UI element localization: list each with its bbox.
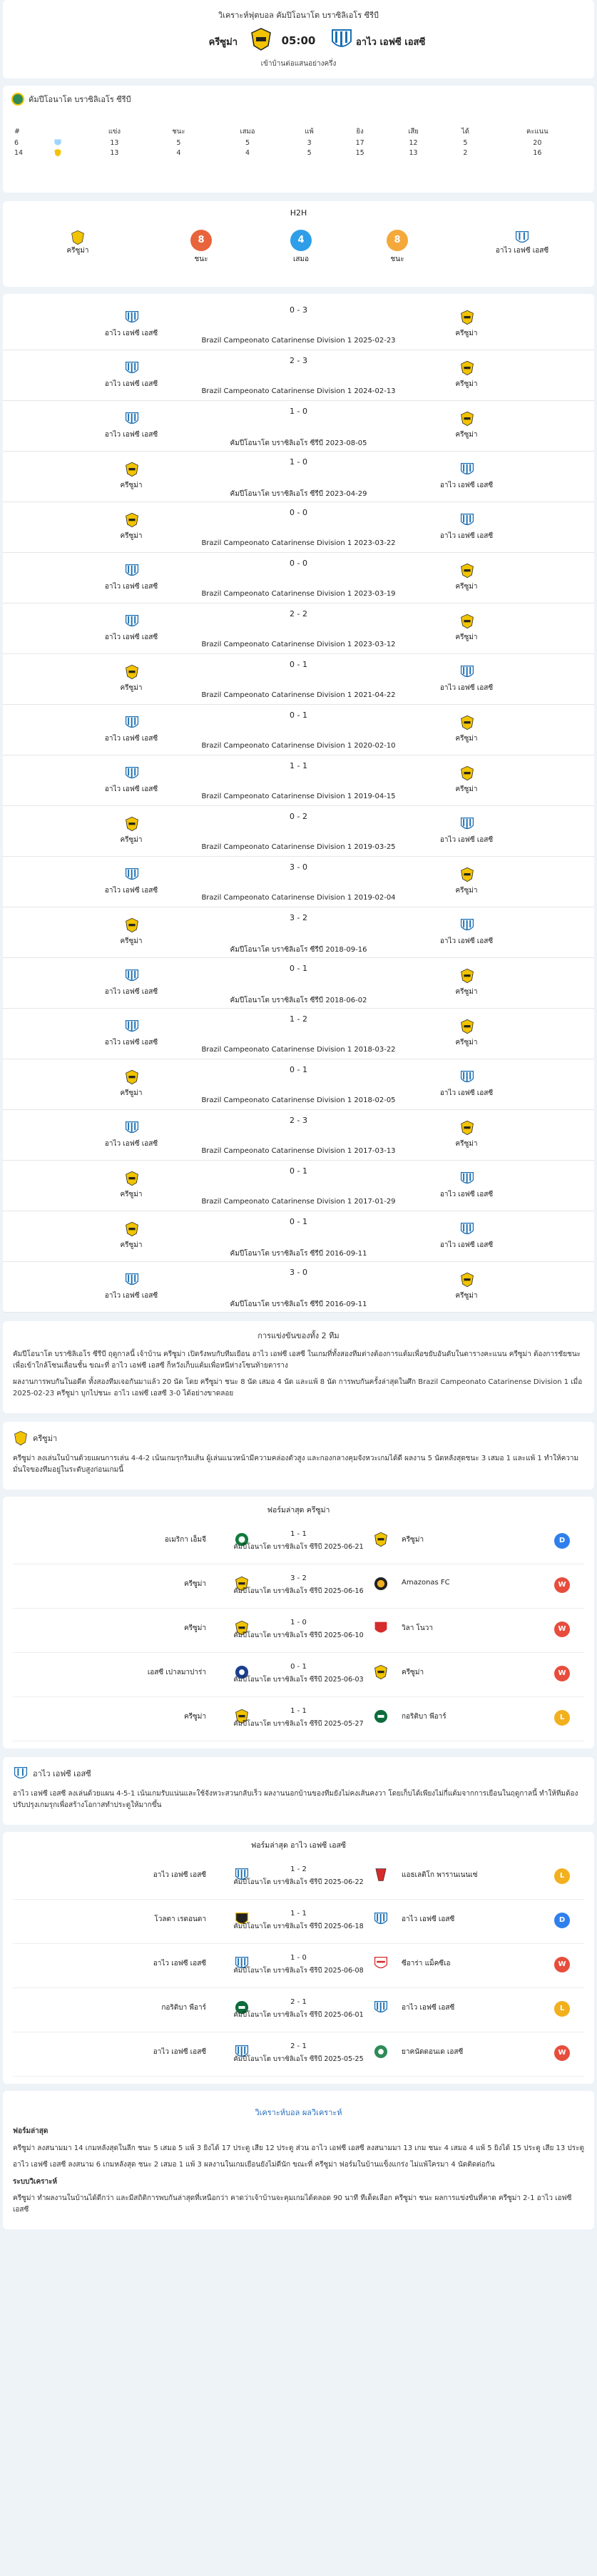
home-team-desc: ครีซูม่า ลงเล่นในบ้านด้วยแผนการเล่น 4-4-2 เน้นเกมรุกริมเส้น ผู้เล่นแนวหน้ามีความคล่องตัวสูง และกองกลางคุมจังหวะเกมได้ดี ผลงาน 5 นัดหลังสุดชนะ 3 เสมอ 1 และแพ้ 1 ทำให้ความมั่นใจของทีมอยู่ในระดับสูงก่อนเกมนี้ bbox=[13, 1455, 579, 1474]
match-row[interactable] bbox=[3, 1059, 594, 1110]
away-wins-label: ชนะ bbox=[390, 255, 404, 263]
h2h-match-list bbox=[3, 294, 594, 1313]
col-header: แพ้ bbox=[305, 128, 314, 136]
away-team-name[interactable]: ครีซูม่า bbox=[455, 1292, 478, 1300]
match-score: 1 - 0 bbox=[290, 457, 307, 467]
away-team-name[interactable]: ซีอาร่า แม็คซีเอ bbox=[402, 1960, 451, 1968]
match-score: 0 - 1 bbox=[290, 1166, 307, 1176]
match-score: 1 - 2 bbox=[290, 1865, 307, 1874]
criciuma-crest-icon bbox=[459, 1019, 475, 1034]
avai-crest-icon bbox=[373, 1911, 389, 1927]
avai-crest-icon bbox=[459, 512, 475, 528]
match-competition: Brazil Campeonato Catarinense Division 1 2020-02-10 bbox=[201, 742, 396, 750]
away-team-name[interactable]: ครีซูม่า bbox=[402, 1536, 424, 1544]
away-team-name[interactable]: อาไว เอฟซี เอสซี bbox=[402, 1915, 455, 1924]
away-team-name[interactable]: ครีซูม่า bbox=[455, 380, 478, 388]
criciuma-crest-icon bbox=[459, 1272, 475, 1288]
match-competition: คัมปีโอนาโต บราซิลิเอโร ซีรีบี 2016-09-11 bbox=[230, 1250, 367, 1258]
away-team-name[interactable]: อาไว เอฟซี เอสซี bbox=[402, 2004, 455, 2012]
match-competition: คัมปีโอนาโต บราซิลิเอโร ซีรีบี 2025-06-10 bbox=[233, 1631, 364, 1640]
match-score: 1 - 1 bbox=[290, 761, 307, 770]
home-team-name[interactable]: อาไว เอฟซี เอสซี bbox=[104, 988, 158, 996]
match-score: 0 - 1 bbox=[290, 660, 307, 669]
match-score: 3 - 2 bbox=[290, 913, 307, 922]
match-competition: Brazil Campeonato Catarinense Division 1 2024-02-13 bbox=[201, 387, 396, 395]
away-team-name[interactable]: อาไว เอฟซี เอสซี bbox=[439, 1089, 494, 1097]
away-team-name[interactable]: Amazonas FC bbox=[402, 1579, 450, 1587]
match-row[interactable] bbox=[3, 1161, 594, 1211]
match-row[interactable] bbox=[3, 604, 594, 654]
home-team-name[interactable]: อาไว เอฟซี เอสซี bbox=[153, 1960, 206, 1968]
match-competition: คัมปีโอนาโต บราซิลิเอโร ซีรีบี 2025-06-18 bbox=[233, 1923, 364, 1931]
form-row[interactable] bbox=[13, 1988, 584, 2032]
away-team-name[interactable]: ครีซูม่า bbox=[455, 330, 478, 337]
col-header: เสมอ bbox=[240, 128, 255, 136]
home-team-name[interactable]: อเมริกา เอ็มจี bbox=[164, 1536, 206, 1544]
form-row[interactable] bbox=[13, 1900, 584, 1944]
match-competition: Brazil Campeonato Catarinense Division 1 2018-03-22 bbox=[201, 1046, 396, 1054]
home-team-name[interactable]: อาไว เอฟซี เอสซี bbox=[104, 887, 158, 895]
match-competition: Brazil Campeonato Catarinense Division 1 2025-02-23 bbox=[201, 337, 396, 345]
h2h-away-name: อาไว เอฟซี เอสซี bbox=[495, 247, 549, 255]
away-team-name[interactable]: ครีซูม่า bbox=[455, 988, 478, 996]
match-competition: คัมปีโอนาโต บราซิลิเอโร ซีรีบี 2025-06-16 bbox=[233, 1587, 364, 1596]
home-team-section bbox=[3, 1422, 594, 1490]
away-team-name[interactable]: อาไว เอฟซี เอสซี bbox=[439, 532, 494, 540]
home-team-name[interactable]: ครีซูม่า bbox=[183, 1624, 206, 1633]
col-header bbox=[33, 126, 83, 138]
home-team-name[interactable]: อาไว เอฟซี เอสซี bbox=[104, 633, 158, 641]
home-team-name[interactable]: โวลตา เรดอนดา bbox=[154, 1915, 206, 1924]
team-crest-icon bbox=[373, 1955, 389, 1971]
recent-text: ครีซูม่า ลงสนามมา 14 เกมหลังสุดในลีก ชนะ 5 เสมอ 5 แพ้ 3 ยิงได้ 17 ประตู เสีย 12 ประตู ส่วน อาไว เอฟซี เอสซี ลงสนามมา 13 เกม ชนะ 4 เสมอ 4 แพ้ 5 ยิงได้ 15 ประตู เสีย 13 ประตู bbox=[13, 2144, 584, 2152]
match-competition: คัมปีโอนาโต บราซิลิเอโร ซีรีบี 2025-06-22 bbox=[233, 1878, 364, 1887]
home-team-name[interactable]: อาไว เอฟซี เอสซี bbox=[153, 2048, 206, 2057]
away-team-name[interactable]: ครีซูม่า bbox=[455, 887, 478, 895]
home-team-name[interactable]: ครีซูม่า bbox=[120, 1241, 143, 1249]
standings-title: คัมปีโอนาโต บราซิลิเอโร ซีรีบี bbox=[29, 95, 131, 104]
col-header: ชนะ bbox=[172, 128, 185, 136]
match-row[interactable] bbox=[3, 1009, 594, 1059]
match-score: 1 - 0 bbox=[290, 407, 307, 416]
league-title: วิเคราะห์ฟุตบอล คัมปิโอนาโต บราซิลิเอโร ซีรีบี bbox=[218, 11, 379, 20]
home-form-card bbox=[3, 1497, 594, 1748]
result-badge: D bbox=[554, 1913, 570, 1928]
home-team-name[interactable]: อาไว เอฟซี เอสซี bbox=[104, 330, 158, 337]
away-team-name[interactable]: อาไว เอฟซี เอสซี bbox=[439, 1191, 494, 1198]
criciuma-crest-icon bbox=[459, 614, 475, 629]
away-team-name[interactable]: อาไว เอฟซี เอสซี bbox=[356, 37, 426, 48]
match-score: 2 - 3 bbox=[290, 1116, 307, 1125]
home-team-name[interactable]: ครีซูม่า bbox=[120, 937, 143, 945]
result-badge: W bbox=[554, 2045, 570, 2061]
match-score: 1 - 1 bbox=[290, 1910, 307, 1918]
criciuma-crest-icon bbox=[459, 310, 475, 325]
h2h-away[interactable] bbox=[479, 230, 565, 256]
criciuma-crest-icon bbox=[459, 1120, 475, 1136]
h2h-home-wins bbox=[158, 230, 244, 265]
home-team-name[interactable]: ครีซูม่า bbox=[120, 836, 143, 844]
match-row[interactable] bbox=[3, 401, 594, 452]
form-row[interactable] bbox=[13, 1609, 584, 1653]
away-team-name[interactable]: ครีซูม่า bbox=[402, 1669, 424, 1677]
result-badge: D bbox=[554, 1533, 570, 1549]
criciuma-crest-icon bbox=[459, 968, 475, 984]
away-form-card bbox=[3, 1832, 594, 2084]
result-badge: L bbox=[554, 1710, 570, 1726]
criciuma-crest-icon bbox=[459, 563, 475, 579]
match-row[interactable] bbox=[3, 958, 594, 1009]
table-row: 14 13 4 4 5 15 13 2 16 bbox=[14, 148, 542, 157]
match-competition: คัมปีโอนาโต บราซิลิเอโร ซีรีบี 2025-06-08 bbox=[233, 1967, 364, 1975]
home-team-name[interactable]: ครีซูม่า bbox=[120, 482, 143, 489]
match-competition: Brazil Campeonato Catarinense Division 1 2017-01-29 bbox=[201, 1198, 396, 1206]
col-header: แข่ง bbox=[108, 128, 121, 136]
away-team-name[interactable]: อาไว เอฟซี เอสซี bbox=[439, 482, 494, 489]
match-score: 0 - 3 bbox=[290, 305, 307, 315]
home-team-name[interactable]: อาไว เอฟซี เอสซี bbox=[104, 583, 158, 591]
summary-title: ระบบวิเคราะห์ bbox=[13, 2177, 58, 2186]
analysis-paragraph: ผลงานการพบกันในอดีต ทั้งสองทีมเจอกันมาแล้ว 20 นัด โดย ครีซูม่า ชนะ 8 นัด เสมอ 4 นัด และแพ้ 8 นัด การพบกันครั้งล่าสุดในศึก Brazil Campeonato Catarinense Division 1 เมื่อ 2025-02-23 ครีซูม่า บุกไปชนะ อาไว เอฟซี เอสซี 3-0 ได้อย่างขาดลอย bbox=[13, 1378, 583, 1398]
criciuma-crest-icon bbox=[459, 411, 475, 427]
form-row[interactable] bbox=[13, 1564, 584, 1609]
home-team-name[interactable]: ครีซูม่า bbox=[120, 1089, 143, 1097]
match-score: 1 - 0 bbox=[290, 1954, 307, 1962]
team-crest-icon bbox=[373, 1576, 389, 1592]
match-score: 2 - 2 bbox=[290, 609, 307, 618]
kickoff-time: 05:00 bbox=[281, 34, 316, 47]
avai-crest-icon bbox=[459, 816, 475, 832]
col-header: ยิง bbox=[356, 128, 364, 136]
away-team-name[interactable]: ครีซูม่า bbox=[455, 583, 478, 591]
criciuma-crest-icon bbox=[13, 1430, 29, 1446]
match-competition: Brazil Campeonato Catarinense Division 1 2021-04-22 bbox=[201, 691, 396, 699]
match-competition: คัมปีโอนาโต บราซิลิเอโร ซีรีบี 2016-09-11 bbox=[230, 1300, 367, 1308]
h2h-draws bbox=[258, 230, 344, 265]
match-row[interactable] bbox=[3, 857, 594, 907]
prediction-link[interactable]: วิเคราะห์บอล ผลวิเคราะห์ bbox=[255, 2108, 342, 2118]
avai-crest-icon bbox=[459, 1069, 475, 1085]
away-team-name[interactable]: ยาคนัดดอนเด เอสซี bbox=[402, 2048, 464, 2057]
match-score: 3 - 0 bbox=[290, 862, 307, 872]
form-row[interactable] bbox=[13, 1653, 584, 1697]
col-header: คะแนน bbox=[526, 128, 548, 136]
table-row: 6 13 5 5 3 17 12 5 20 bbox=[14, 138, 542, 147]
home-team-name[interactable]: ครีซูม่า bbox=[120, 532, 143, 540]
away-wins-count: 8 bbox=[387, 230, 408, 251]
match-row[interactable] bbox=[3, 350, 594, 401]
match-score: 0 - 0 bbox=[290, 559, 307, 568]
analysis-paragraph: คัมปีโอนาโต บราซิลิเอโร ซีรีบี ฤดูกาลนี้ เจ้าบ้าน ครีซูม่า เปิดรังพบกับทีมเยือน อาไว เอฟซี เอสซี ในเกมที่ทั้งสองทีมต่างต้องการแต้มเพื่อขยับอันดับในตารางคะแนน ครีซูม่า ต้องการชัยชนะเพื่อเข้าใกล้โซนเลื่อนชั้น ขณะที่ อาไว เอฟซี เอสซี ก็หวังเก็บแต้มเพื่อหนีห่างโซนท้ายตาราง bbox=[13, 1350, 581, 1370]
h2h-title: H2H bbox=[290, 208, 307, 218]
home-team-name[interactable]: อาไว เอฟซี เอสซี bbox=[153, 1871, 206, 1880]
avai-crest-icon bbox=[459, 462, 475, 477]
avai-crest-icon bbox=[13, 1766, 29, 1781]
home-team-name[interactable]: เอสซี เปาลมาปาร่า bbox=[147, 1669, 206, 1677]
match-score: 0 - 1 bbox=[290, 711, 307, 720]
home-team-name[interactable]: อาไว เอฟซี เอสซี bbox=[104, 735, 158, 743]
h2h-summary bbox=[3, 201, 594, 287]
away-team-name[interactable]: อาไว เอฟซี เอสซี bbox=[439, 836, 494, 844]
match-score: 1 - 1 bbox=[290, 1530, 307, 1539]
match-row[interactable] bbox=[3, 907, 594, 958]
away-team-desc: อาไว เอฟซี เอสซี ลงเล่นด้วยแผน 4-5-1 เน้นเกมรับแน่นและใช้จังหวะสวนกลับเร็ว ผลงานนอกบ้านของทีมยังไม่คงเส้นคงวา โดยเก็บได้เพียงไม่กี่แต้มจากการเยือนในฤดูกาลนี้ ทำให้ทีมต้องปรับปรุงเกมรุกเพื่อสร้างโอกาสทำประตูให้มากขึ้น bbox=[13, 1790, 578, 1809]
match-score: 2 - 1 bbox=[290, 2042, 307, 2051]
col-header: เสีย bbox=[408, 128, 419, 136]
criciuma-crest-icon bbox=[70, 230, 86, 245]
match-row[interactable] bbox=[3, 654, 594, 705]
away-team-name[interactable]: อาไว เอฟซี เอสซี bbox=[439, 684, 494, 692]
h2h-home-name: ครีซูม่า bbox=[66, 247, 89, 255]
criciuma-crest-icon bbox=[459, 765, 475, 781]
match-competition: Brazil Campeonato Catarinense Division 1 2023-03-22 bbox=[201, 539, 396, 547]
match-row[interactable] bbox=[3, 806, 594, 857]
away-team-name[interactable]: ครีซูม่า bbox=[455, 431, 478, 439]
match-competition: คัมปีโอนาโต บราซิลิเอโร ซีรีบี 2023-08-05 bbox=[230, 439, 367, 447]
summary-text: ครีซูม่า ทำผลงานในบ้านได้ดีกว่า และมีสถิติการพบกันล่าสุดที่เหนือกว่า คาดว่าเจ้าบ้านจะคุมเกมได้ตลอด 90 นาที ทีเด็ดเลือก ครีซูม่า ชนะ ผลการแข่งขันที่คาด ครีซูม่า 2-1 อาไว เอฟซี เอสซี bbox=[13, 2194, 572, 2214]
result-badge: L bbox=[554, 1868, 570, 1884]
criciuma-crest-icon bbox=[33, 148, 83, 158]
match-row[interactable] bbox=[3, 755, 594, 806]
result-badge: W bbox=[554, 1666, 570, 1681]
result-badge: L bbox=[554, 2001, 570, 2017]
match-competition: คัมปีโอนาโต บราซิลิเอโร ซีรีบี 2023-04-29 bbox=[230, 490, 367, 498]
away-team-title: อาไว เอฟซี เอสซี bbox=[33, 1768, 91, 1778]
criciuma-crest-icon bbox=[459, 867, 475, 882]
match-row[interactable] bbox=[3, 502, 594, 553]
league-logo-icon bbox=[11, 93, 24, 106]
match-score: 1 - 0 bbox=[290, 1619, 307, 1627]
result-badge: W bbox=[554, 1577, 570, 1593]
home-team-name[interactable]: กอริติบา พีอาร์ bbox=[161, 2004, 206, 2012]
match-score: 0 - 1 bbox=[290, 1663, 307, 1671]
match-competition: คัมปีโอนาโต บราซิลิเอโร ซีรีบี 2025-05-27 bbox=[233, 1720, 364, 1729]
home-team-name[interactable]: ครีซูม่า bbox=[183, 1713, 206, 1721]
match-competition: Brazil Campeonato Catarinense Division 1 2019-02-04 bbox=[201, 894, 396, 902]
match-score: 0 - 0 bbox=[290, 508, 307, 517]
avai-crest-icon bbox=[330, 27, 354, 51]
criciuma-crest-icon bbox=[459, 715, 475, 730]
form-row[interactable] bbox=[13, 2032, 584, 2077]
away-team-name[interactable]: ครีซูม่า bbox=[455, 1039, 478, 1047]
match-row[interactable] bbox=[3, 452, 594, 502]
home-team-name[interactable]: ครีซูม่า bbox=[120, 1191, 143, 1198]
avai-crest-icon bbox=[514, 230, 530, 245]
match-score: 2 - 1 bbox=[290, 1998, 307, 2007]
match-score: 0 - 1 bbox=[290, 964, 307, 973]
match-competition: คัมปีโอนาโต บราซิลิเอโร ซีรีบี 2018-09-16 bbox=[230, 946, 367, 954]
avai-crest-icon bbox=[459, 1221, 475, 1237]
match-score: 0 - 1 bbox=[290, 1217, 307, 1226]
match-competition: Brazil Campeonato Catarinense Division 1 2018-02-05 bbox=[201, 1096, 396, 1104]
avai-crest-icon bbox=[459, 664, 475, 680]
home-team-name[interactable]: อาไว เอฟซี เอสซี bbox=[104, 1039, 158, 1047]
match-status: เข้าบ้านต่อแสนอย่างครึ่ง bbox=[260, 60, 337, 68]
recent-title: ฟอร์มล่าสุด bbox=[13, 2127, 49, 2136]
match-competition: คัมปีโอนาโต บราซิลิเอโร ซีรีบี 2025-06-21 bbox=[233, 1543, 364, 1552]
home-team-name[interactable]: อาไว เอฟซี เอสซี bbox=[104, 1292, 158, 1300]
match-competition: Brazil Campeonato Catarinense Division 1 2023-03-12 bbox=[201, 641, 396, 648]
match-score: 0 - 1 bbox=[290, 1065, 307, 1074]
form-row[interactable] bbox=[13, 1520, 584, 1564]
away-form-title: ฟอร์มล่าสุด อาไว เอฟซี เอสซี bbox=[250, 1841, 347, 1850]
match-score: 0 - 2 bbox=[290, 812, 307, 821]
avai-crest-icon bbox=[33, 138, 83, 148]
match-header bbox=[3, 0, 594, 78]
avai-crest-icon bbox=[459, 1171, 475, 1186]
match-row[interactable] bbox=[3, 1110, 594, 1161]
h2h-away-wins bbox=[354, 230, 440, 265]
away-team-name[interactable]: ครีซูม่า bbox=[455, 735, 478, 743]
home-team-name[interactable]: อาไว เอฟซี เอสซี bbox=[104, 380, 158, 388]
result-badge: W bbox=[554, 1957, 570, 1972]
team-crest-icon bbox=[373, 1620, 389, 1636]
criciuma-crest-icon bbox=[373, 1532, 389, 1547]
form-row[interactable] bbox=[13, 1697, 584, 1741]
match-row[interactable] bbox=[3, 1211, 594, 1262]
col-header: ได้ bbox=[461, 128, 469, 136]
match-competition: คัมปีโอนาโต บราซิลิเอโร ซีรีบี 2025-05-25 bbox=[233, 2055, 364, 2064]
form-row[interactable] bbox=[13, 1944, 584, 1988]
home-team-name[interactable]: อาไว เอฟซี เอสซี bbox=[104, 431, 158, 439]
home-team-title: ครีซูม่า bbox=[33, 1433, 58, 1443]
prediction-card bbox=[3, 2091, 594, 2229]
team-crest-icon bbox=[373, 1709, 389, 1724]
away-team-name[interactable]: แอธเลติโก พารานเนนเซ่ bbox=[402, 1871, 478, 1880]
away-team-name[interactable]: กอริติบา พีอาร์ bbox=[402, 1713, 447, 1721]
away-team-name[interactable]: อาไว เอฟซี เอสซี bbox=[439, 937, 494, 945]
draws-label: เสมอ bbox=[292, 255, 310, 263]
match-row[interactable] bbox=[3, 1262, 594, 1313]
form-row[interactable] bbox=[13, 1855, 584, 1900]
match-score: 1 - 1 bbox=[290, 1707, 307, 1716]
match-score: 3 - 2 bbox=[290, 1574, 307, 1583]
home-team-name[interactable]: ครีซูม่า bbox=[120, 684, 143, 692]
away-team-name[interactable]: ครีซูม่า bbox=[455, 785, 478, 793]
match-score: 3 - 0 bbox=[290, 1268, 307, 1277]
match-competition: Brazil Campeonato Catarinense Division 1 2019-03-25 bbox=[201, 843, 396, 851]
team-crest-icon bbox=[373, 1867, 389, 1883]
h2h-home[interactable] bbox=[35, 230, 121, 256]
away-team-name[interactable]: วิลา โนวา bbox=[402, 1624, 433, 1633]
home-wins-label: ชนะ bbox=[194, 255, 208, 263]
match-competition: Brazil Campeonato Catarinense Division 1 2019-04-15 bbox=[201, 793, 396, 800]
criciuma-crest-icon bbox=[459, 360, 475, 376]
standings-table bbox=[11, 126, 586, 158]
home-wins-count: 8 bbox=[190, 230, 212, 251]
match-competition: คัมปีโอนาโต บราซิลิเอโร ซีรีบี 2018-06-02 bbox=[230, 997, 367, 1004]
home-form-title: ฟอร์มล่าสุด ครีซูม่า bbox=[267, 1506, 330, 1515]
analysis-title: การแข่งขันของทั้ง 2 ทีม bbox=[257, 1331, 340, 1340]
avai-crest-icon bbox=[373, 2000, 389, 2015]
match-competition: คัมปีโอนาโต บราซิลิเอโร ซีรีบี 2025-06-01 bbox=[233, 2011, 364, 2020]
avai-crest-icon bbox=[459, 917, 475, 933]
criciuma-crest-icon bbox=[373, 1664, 389, 1680]
home-team-name[interactable]: ครีซูม่า bbox=[208, 37, 238, 48]
home-team-name[interactable]: ครีซูม่า bbox=[183, 1580, 206, 1589]
home-team-name[interactable]: อาไว เอฟซี เอสซี bbox=[104, 785, 158, 793]
match-row[interactable] bbox=[3, 300, 594, 350]
match-score: 1 - 2 bbox=[290, 1014, 307, 1024]
match-competition: Brazil Campeonato Catarinense Division 1 2023-03-19 bbox=[201, 590, 396, 598]
away-team-section bbox=[3, 1757, 594, 1825]
draws-count: 4 bbox=[290, 230, 312, 251]
col-header: # bbox=[14, 128, 20, 136]
home-team-name[interactable]: อาไว เอฟซี เอสซี bbox=[104, 1140, 158, 1148]
match-competition: Brazil Campeonato Catarinense Division 1 2017-03-13 bbox=[201, 1147, 396, 1155]
match-row[interactable] bbox=[3, 553, 594, 604]
match-score: 2 - 3 bbox=[290, 356, 307, 365]
away-team-name[interactable]: อาไว เอฟซี เอสซี bbox=[439, 1241, 494, 1249]
recent-text: อาไว เอฟซี เอสซี ลงสนาม 6 เกมหลังสุด ชนะ 2 เสมอ 1 แพ้ 3 ผลงานในเกมเยือนยังไม่ดีนัก ขณะที่ ครีซูม่า ฟอร์มในบ้านแข็งแกร่ง ไม่แพ้ใครมา 4 นัดติดต่อกัน bbox=[13, 2161, 495, 2169]
team-crest-icon bbox=[373, 2044, 389, 2060]
match-competition: คัมปีโอนาโต บราซิลิเอโร ซีรีบี 2025-06-03 bbox=[233, 1676, 364, 1684]
away-team-name[interactable]: ครีซูม่า bbox=[455, 1140, 478, 1148]
match-row[interactable] bbox=[3, 705, 594, 755]
analysis-card bbox=[3, 1321, 594, 1413]
standings-card bbox=[3, 86, 594, 193]
away-team-name[interactable]: ครีซูม่า bbox=[455, 633, 478, 641]
result-badge: W bbox=[554, 1622, 570, 1637]
